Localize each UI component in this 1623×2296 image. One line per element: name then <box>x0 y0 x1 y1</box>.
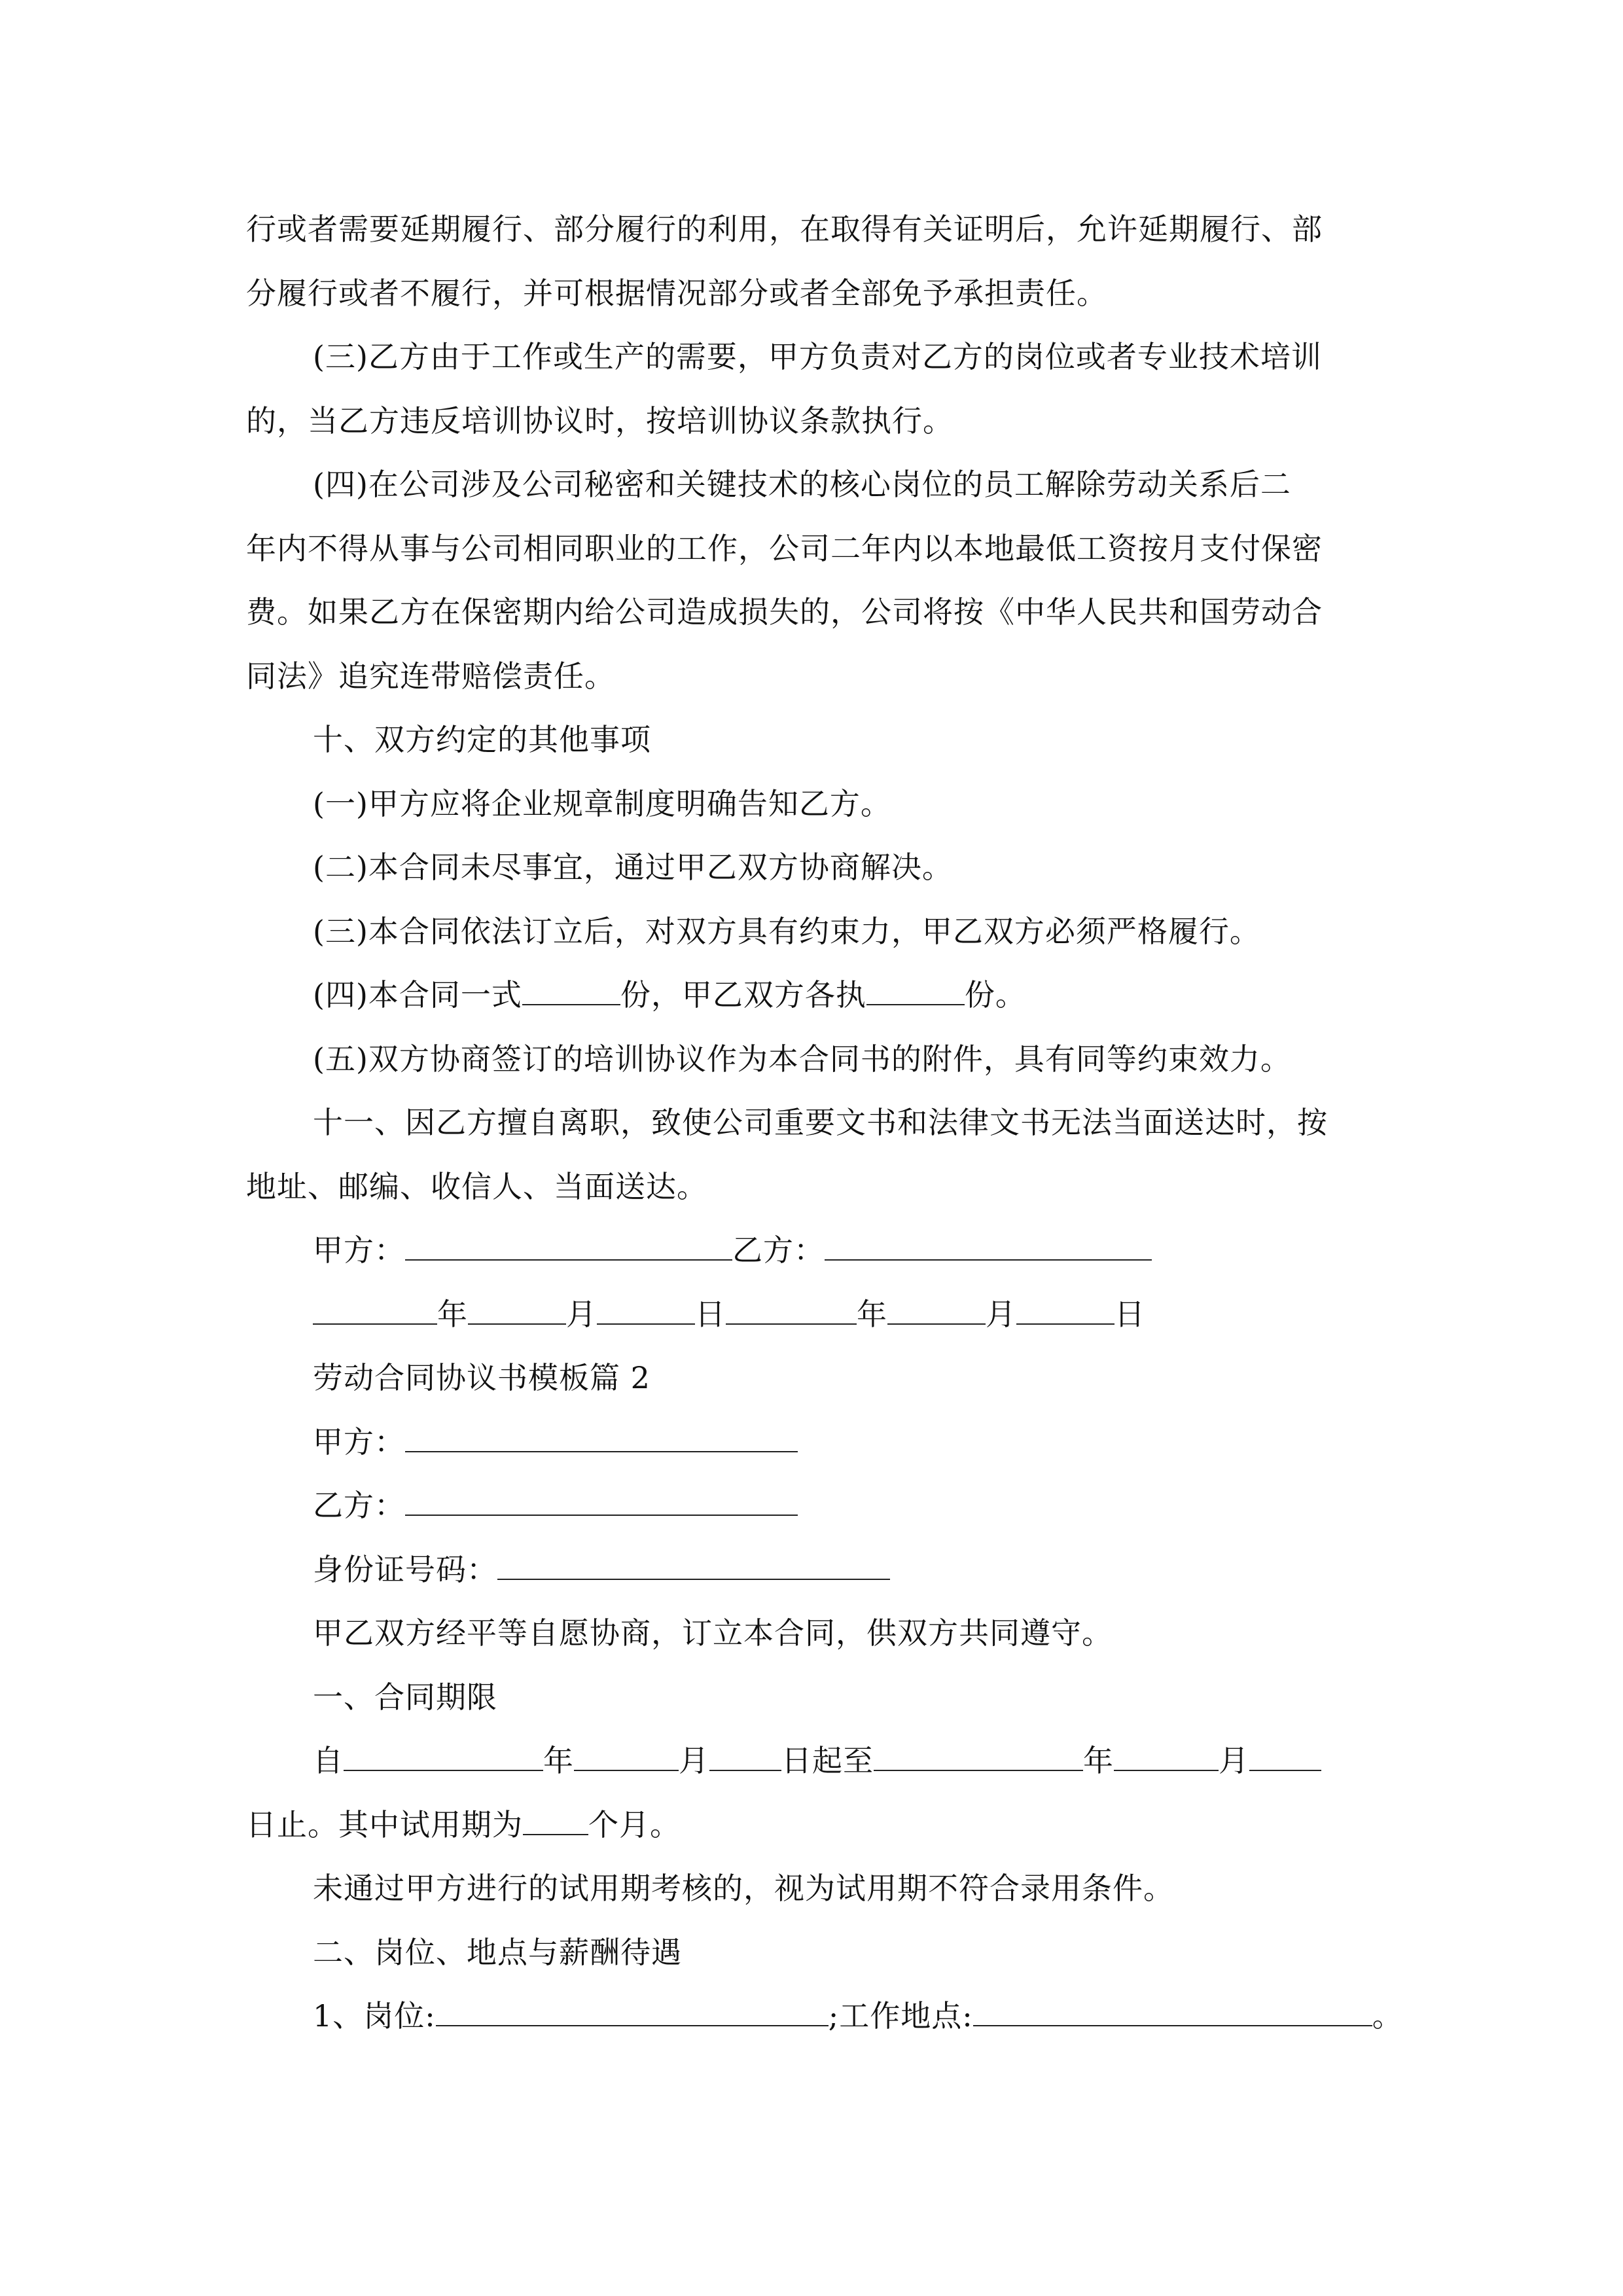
copies-text-c: 份。 <box>964 977 1026 1013</box>
paragraph-line: 分履行或者不履行，并可根据情况部分或者全部免予承担责任。 <box>246 276 1107 311</box>
term-line <box>313 1741 1321 1780</box>
term-from-label: 自 <box>313 1743 344 1778</box>
month-label: 月 <box>679 1743 709 1778</box>
paragraph-line: 同法》追究连带赔偿责任。 <box>246 658 615 694</box>
signature-line <box>313 1230 1152 1270</box>
start-day-blank[interactable] <box>709 1741 781 1771</box>
month-label: 月 <box>1219 1743 1249 1778</box>
copies-total-blank[interactable] <box>522 975 620 1005</box>
signature-date-line <box>313 1295 1145 1334</box>
section-heading: 十、双方约定的其他事项 <box>313 722 651 757</box>
section-heading: 二、岗位、地点与薪酬待遇 <box>313 1935 682 1970</box>
date-a-year-blank[interactable] <box>313 1295 437 1325</box>
paragraph-line: 甲乙双方经平等自愿协商，订立本合同，供双方共同遵守。 <box>313 1615 1113 1651</box>
t2-party-b-line <box>313 1486 798 1525</box>
end-month-blank[interactable] <box>1114 1741 1219 1771</box>
paragraph-line: 费。如果乙方在保密期内给公司造成损失的，公司将按《中华人民共和国劳动合 <box>246 594 1323 630</box>
party-a-label: 甲方： <box>313 1424 405 1460</box>
copies-each-blank[interactable] <box>866 975 965 1005</box>
paragraph-line: 年内不得从事与公司相同职业的工作，公司二年内以本地最低工资按月支付保密 <box>246 531 1323 566</box>
month-label: 月 <box>986 1297 1016 1332</box>
term-line-cont <box>246 1805 681 1844</box>
end-day-blank[interactable] <box>1249 1741 1321 1771</box>
list-item: (三)本合同依法订立后，对双方具有约束力，甲乙双方必须严格履行。 <box>313 914 1260 949</box>
months-label: 个月。 <box>588 1807 681 1842</box>
term-end-label: 日止。其中试用期为 <box>246 1807 523 1842</box>
position-blank[interactable] <box>436 1996 829 2026</box>
t2-party-a-blank[interactable] <box>405 1422 798 1452</box>
day-to-label: 日起至 <box>781 1743 874 1778</box>
year-label: 年 <box>437 1297 468 1332</box>
t2-id-line <box>313 1550 890 1589</box>
date-b-year-blank[interactable] <box>726 1295 857 1325</box>
list-item: (五)双方协商签订的培训协议作为本合同书的附件，具有同等约束效力。 <box>313 1041 1291 1077</box>
date-a-month-blank[interactable] <box>468 1295 566 1325</box>
end-year-blank[interactable] <box>874 1741 1083 1771</box>
paragraph-line: (三)乙方由于工作或生产的需要，甲方负责对乙方的岗位或者专业技术培训 <box>313 339 1322 374</box>
list-item: (一)甲方应将企业规章制度明确告知乙方。 <box>313 786 891 821</box>
workplace-label: ;工作地点: <box>828 1998 973 2034</box>
paragraph-line: 行或者需要延期履行、部分履行的利用，在取得有关证明后，允许延期履行、部 <box>246 211 1323 247</box>
t2-party-b-blank[interactable] <box>405 1486 798 1516</box>
year-label: 年 <box>1083 1743 1114 1778</box>
party-b-blank[interactable] <box>825 1230 1152 1261</box>
workplace-blank[interactable] <box>973 1996 1372 2026</box>
paragraph-line: 未通过甲方进行的试用期考核的，视为试用期不符合录用条件。 <box>313 1871 1174 1906</box>
period-mark: 。 <box>1372 1998 1403 2034</box>
date-a-day-blank[interactable] <box>597 1295 695 1325</box>
party-b-label: 乙方： <box>732 1232 825 1268</box>
id-number-label: 身份证号码： <box>313 1552 497 1587</box>
paragraph-line: 十一、因乙方擅自离职，致使公司重要文书和法律文书无法当面送达时，按 <box>313 1105 1328 1140</box>
start-month-blank[interactable] <box>574 1741 679 1771</box>
copies-text-a: (四)本合同一式 <box>313 977 522 1013</box>
t2-party-a-line <box>313 1422 798 1462</box>
date-b-day-blank[interactable] <box>1016 1295 1115 1325</box>
day-label: 日 <box>695 1297 726 1332</box>
position-line <box>313 1996 1403 2036</box>
copies-text-b: 份，甲乙双方各执 <box>620 977 866 1013</box>
paragraph-line: (四)在公司涉及公司秘密和关键技术的核心岗位的员工解除劳动关系后二 <box>313 467 1291 502</box>
probation-months-blank[interactable] <box>523 1805 588 1835</box>
start-year-blank[interactable] <box>344 1741 543 1771</box>
list-item-copies <box>313 975 1026 1014</box>
party-b-label: 乙方： <box>313 1488 405 1523</box>
template-title: 劳动合同协议书模板篇 2 <box>313 1360 651 1395</box>
list-item: (二)本合同未尽事宜，通过甲乙双方协商解决。 <box>313 850 953 885</box>
section-heading: 一、合同期限 <box>313 1679 497 1715</box>
day-label: 日 <box>1115 1297 1145 1332</box>
month-label: 月 <box>566 1297 597 1332</box>
party-a-blank[interactable] <box>405 1230 732 1261</box>
party-a-label: 甲方： <box>313 1232 405 1268</box>
date-b-month-blank[interactable] <box>887 1295 986 1325</box>
year-label: 年 <box>543 1743 574 1778</box>
id-number-blank[interactable] <box>497 1550 890 1580</box>
position-label: 1、岗位: <box>313 1998 436 2034</box>
paragraph-line: 地址、邮编、收信人、当面送达。 <box>246 1169 707 1204</box>
paragraph-line: 的，当乙方违反培训协议时，按培训协议条款执行。 <box>246 403 954 439</box>
year-label: 年 <box>857 1297 887 1332</box>
